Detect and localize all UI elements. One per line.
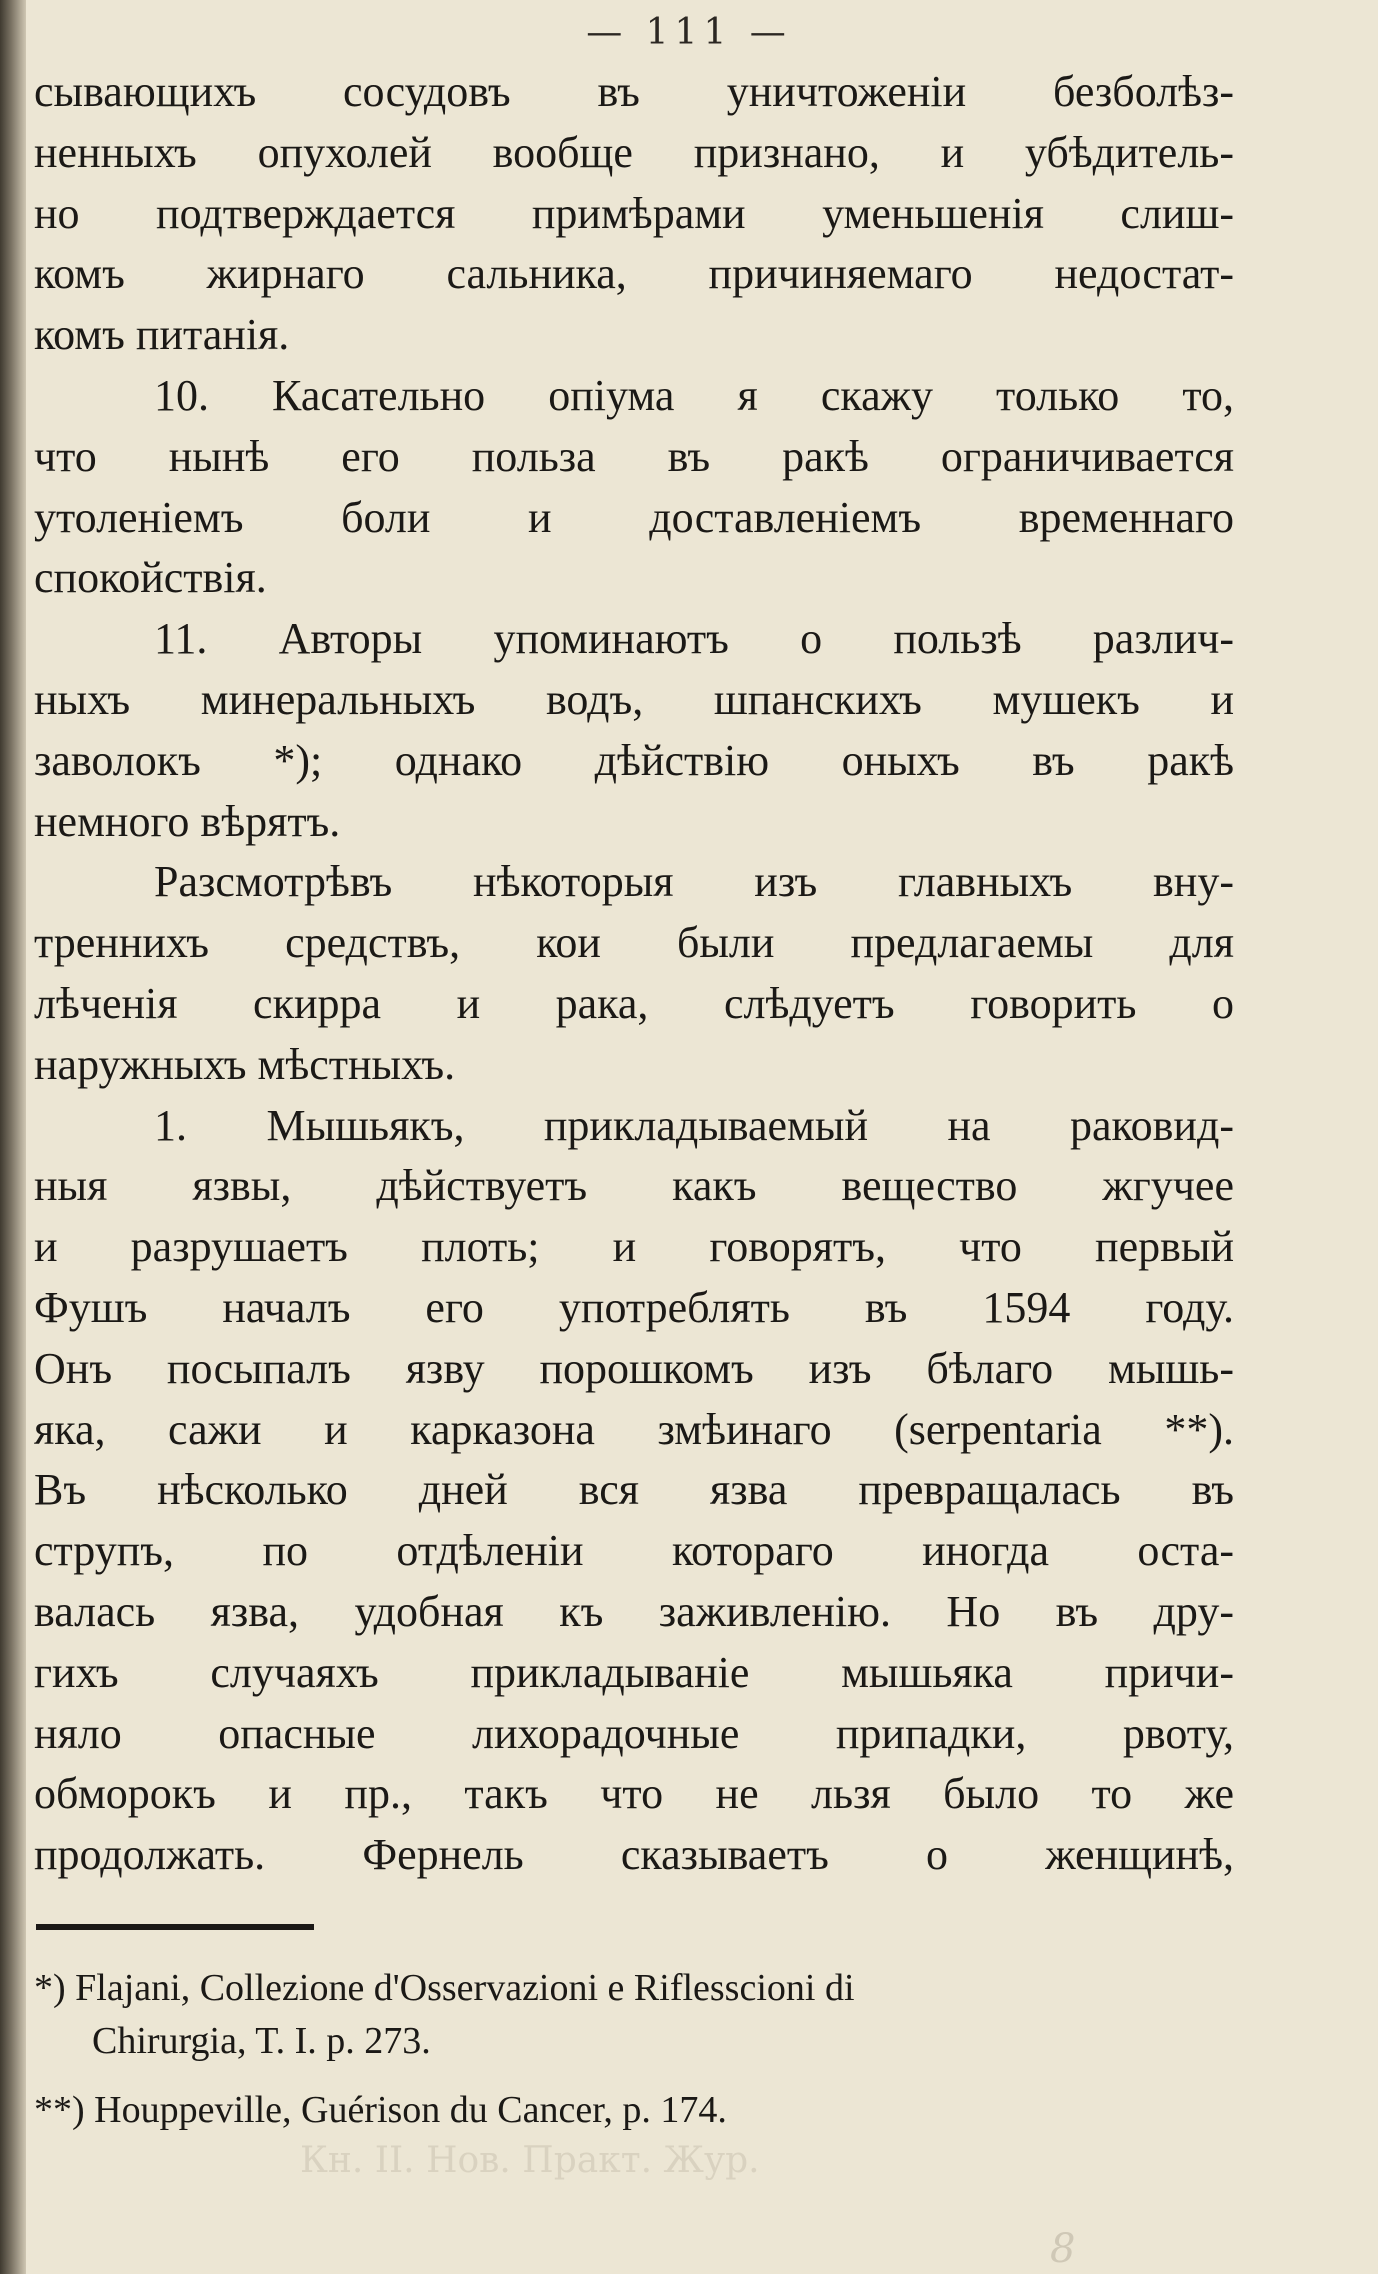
text-line-para-10: 10. Касательно опіума я скажу только то, <box>154 370 1234 420</box>
text-line: но подтверждается примѣрами уменьшенія слиш- <box>34 188 1234 238</box>
text-line: Въ нѣсколько дней вся язва превращалась въ <box>34 1465 1234 1515</box>
text-line-para-review: Разсмотрѣвъ нѣкоторыя изъ главныхъ вну- <box>154 857 1234 907</box>
page-number: — 111 — <box>586 12 792 53</box>
text-line: и разрушаетъ плоть; и говорятъ, что первый <box>34 1222 1234 1272</box>
text-line: Онъ посыпалъ язву порошкомъ изъ бѣлаго мышь- <box>34 1343 1234 1393</box>
text-line: комъ питанія. <box>34 310 290 360</box>
footnote-1-continuation: Chirurgia, T. I. p. 273. <box>92 2020 431 2062</box>
text-line: обморокъ и пр., такъ что не льзя было то же <box>34 1769 1234 1819</box>
text-line: струпъ, по отдѣленіи котораго иногда оста- <box>34 1526 1234 1576</box>
text-line-para-arsenic: 1. Мышьякъ, прикладываемый на раковид- <box>154 1100 1234 1150</box>
text-line: гихъ случаяхъ прикладываніе мышьяка причи- <box>34 1647 1234 1697</box>
page-binding-shadow <box>0 0 26 2274</box>
bleed-through-signature: Кн. II. Нов. Практ. Жур. <box>300 2140 760 2181</box>
text-line: валась язва, удобная къ заживленію. Но въ дру- <box>34 1586 1234 1636</box>
text-line: няло опасные лихорадочные припадки, рвоту, <box>34 1708 1234 1758</box>
bleed-through-mark: 8 <box>1050 2226 1076 2272</box>
text-line: продолжать. Фернель сказываетъ о женщинѣ, <box>34 1830 1234 1880</box>
text-line: ныя язвы, дѣйствуетъ какъ вещество жгучее <box>34 1161 1234 1211</box>
text-line-para-11: 11. Авторы упоминаютъ о пользѣ различ- <box>154 614 1234 664</box>
text-line: ненныхъ опухолей вообще признано, и убѣдитель- <box>34 127 1234 177</box>
footnotes <box>34 1962 1244 2137</box>
text-line: лѣченія скирра и рака, слѣдуетъ говорить о <box>34 978 1234 1028</box>
text-line: треннихъ средствъ, кои были предлагаемы для <box>34 918 1234 968</box>
text-line: немного вѣрятъ. <box>34 796 341 846</box>
text-line: заволокъ *); однако дѣйствію оныхъ въ ракѣ <box>34 735 1234 785</box>
text-line: комъ жирнаго сальника, причиняемаго недостат- <box>34 249 1234 299</box>
text-line: наружныхъ мѣстныхъ. <box>34 1039 456 1089</box>
body-text <box>34 62 1234 1886</box>
footnote-2: **) Houppeville, Guérison du Cancer, p. 174. <box>34 2089 727 2131</box>
text-line: яка, сажи и карказона змѣинаго (serpentaria **). <box>34 1404 1234 1454</box>
text-line: что нынѣ его польза въ ракѣ ограничивается <box>34 431 1234 481</box>
footnote-1: *) Flajani, Collezione d'Osservazioni e Riflesscioni di <box>34 1967 855 2009</box>
text-line: сывающихъ сосудовъ въ уничтоженіи безболѣз- <box>34 67 1234 116</box>
text-line: Фушъ началъ его употреблять въ 1594 году. <box>34 1282 1234 1332</box>
text-line: утоленіемъ боли и доставленіемъ временнаго <box>34 492 1234 542</box>
text-line: ныхъ минеральныхъ водъ, шпанскихъ мушекъ и <box>34 674 1234 724</box>
text-line: спокойствія. <box>34 553 267 603</box>
footnote-divider <box>36 1924 314 1930</box>
